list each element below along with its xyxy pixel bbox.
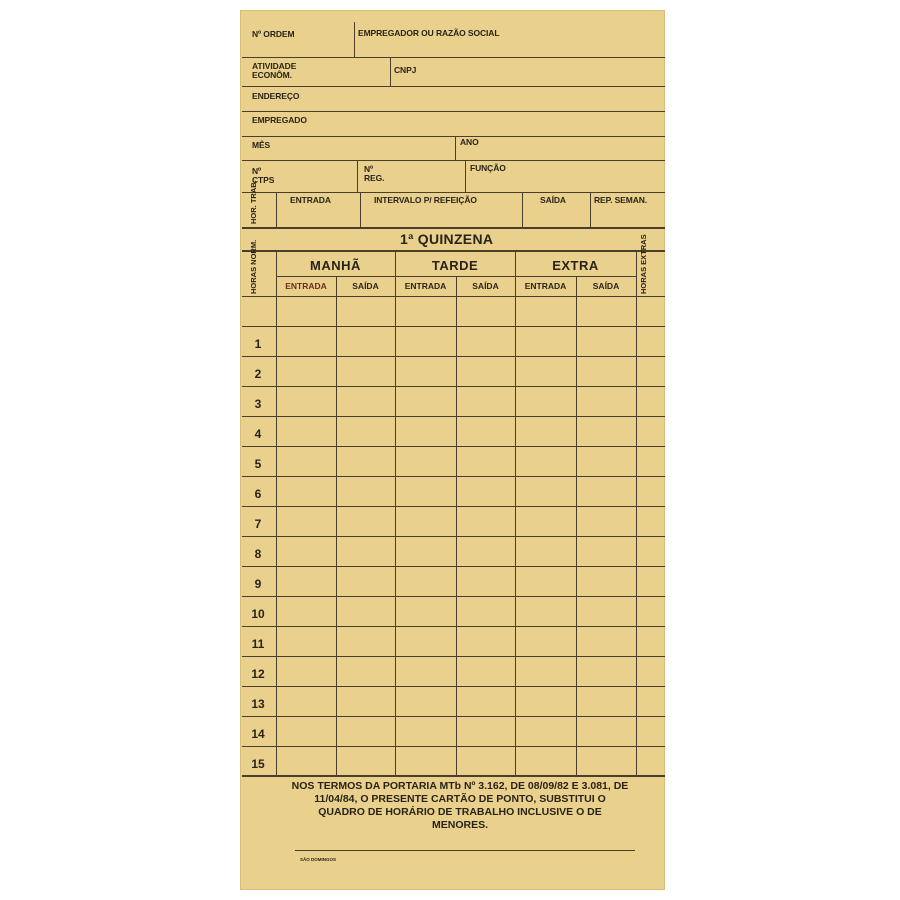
divider (465, 160, 466, 192)
divider (360, 192, 361, 227)
row-number: 5 (254, 457, 262, 471)
tarde-saida-header: SAÍDA (472, 281, 499, 291)
row-number: 11 (251, 637, 265, 651)
reg-label: Nº REG. (364, 164, 385, 183)
tarde-header: TARDE (431, 258, 479, 273)
tarde-entrada-header: ENTRADA (404, 281, 447, 291)
divider (276, 250, 277, 775)
row-line (242, 716, 665, 717)
printer-footer: SÃO DOMINGOS (300, 857, 337, 862)
row-number: 6 (254, 487, 262, 501)
row-number: 3 (254, 397, 262, 411)
empregado-label: EMPREGADO (252, 115, 307, 125)
manha-entrada-header: ENTRADA (285, 281, 327, 291)
row-line (242, 656, 665, 657)
row-line (242, 686, 665, 687)
legal-notice: NOS TERMOS DA PORTARIA MTb Nº 3.162, DE 08/09/82 E 3.081, DE 11/04/84, O PRESENTE CARTÃO DE PONTO, SUBSTITUI O QUADRO DE HORÁRIO DE TRABALHO INCLUSIVE O DE MENORES. (291, 780, 629, 831)
divider (276, 276, 636, 277)
row-line (242, 386, 665, 387)
horas-extras-label: HORAS EXTRAS (639, 234, 648, 294)
row-line (242, 746, 665, 747)
extra-entrada-header: ENTRADA (524, 281, 567, 291)
row-line (242, 506, 665, 507)
row-number: 13 (251, 697, 265, 711)
ano-label: ANO (460, 137, 479, 147)
divider (357, 160, 358, 192)
divider (390, 57, 391, 86)
row-line (242, 566, 665, 567)
n-ordem-label: Nº ORDEM (252, 29, 295, 39)
divider (395, 250, 396, 775)
atividade-label: ATIVIDADE ECONÔM. (252, 61, 297, 80)
saida-label: SAÍDA (540, 195, 566, 205)
ctps-label: Nº CTPS (252, 166, 275, 185)
divider (276, 192, 277, 227)
row-number: 14 (251, 727, 265, 741)
divider (515, 250, 516, 775)
divider (576, 276, 577, 775)
divider (242, 227, 665, 229)
row-number: 7 (254, 517, 262, 531)
intervalo-label: INTERVALO P/ REFEIÇÃO (374, 195, 477, 205)
divider (354, 22, 355, 57)
extra-header: EXTRA (552, 258, 599, 273)
divider (336, 276, 337, 775)
row-number: 10 (251, 607, 265, 621)
empregador-label: EMPREGADOR OU RAZÃO SOCIAL (358, 28, 500, 38)
funcao-label: FUNÇÃO (470, 163, 506, 173)
divider (522, 192, 523, 227)
extra-saida-header: SAÍDA (592, 281, 620, 291)
divider (242, 250, 665, 252)
row-line (242, 626, 665, 627)
row-line (242, 476, 665, 477)
row-number: 4 (254, 427, 262, 441)
entrada-label: ENTRADA (290, 195, 331, 205)
divider (242, 160, 665, 161)
divider (636, 250, 637, 775)
signature-line (295, 850, 635, 851)
divider (590, 192, 591, 227)
divider (242, 57, 665, 58)
row-line (242, 416, 665, 417)
hor-trab-label: HOR. TRAB. (249, 180, 258, 224)
divider (242, 192, 665, 193)
row-line (242, 326, 665, 327)
rep-seman-label: REP. SEMAN. (594, 195, 648, 205)
divider (242, 775, 665, 777)
divider (242, 86, 665, 87)
divider (242, 111, 665, 112)
quinzena-title: 1ª QUINZENA (400, 231, 494, 247)
cnpj-label: CNPJ (394, 65, 417, 75)
horas-norm-label: HORAS NORM. (249, 239, 258, 294)
manha-header: MANHÃ (310, 258, 361, 273)
row-line (242, 356, 665, 357)
divider (242, 296, 665, 297)
row-line (242, 446, 665, 447)
row-line (242, 596, 665, 597)
row-number: 12 (251, 667, 265, 681)
mes-label: MÊS (252, 140, 271, 150)
row-number: 2 (254, 367, 262, 381)
divider (455, 136, 456, 160)
row-number: 15 (251, 757, 265, 771)
time-card (240, 10, 665, 890)
divider (242, 136, 665, 137)
row-number: 9 (254, 577, 262, 591)
row-line (242, 536, 665, 537)
row-number: 8 (254, 547, 262, 561)
row-number: 1 (254, 337, 262, 351)
divider (456, 276, 457, 775)
endereco-label: ENDEREÇO (252, 91, 300, 101)
manha-saida-header: SAÍDA (352, 281, 379, 291)
